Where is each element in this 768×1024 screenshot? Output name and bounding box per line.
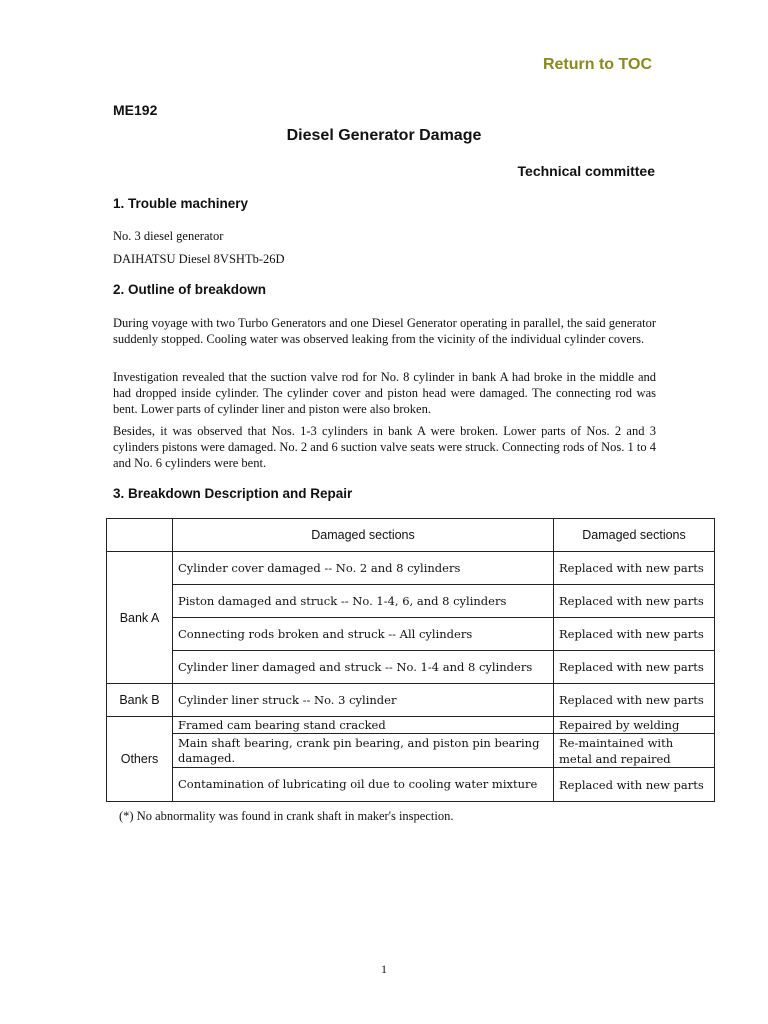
section-3-heading: 3. Breakdown Description and Repair xyxy=(113,486,353,501)
table-header-actions: Damaged sections xyxy=(554,519,715,552)
repair-action-cell: Replaced with new parts xyxy=(554,768,715,802)
damaged-section-cell: Main shaft bearing, crank pin bearing, and piston pin bearing damaged. xyxy=(173,734,554,768)
return-to-toc-link[interactable]: Return to TOC xyxy=(542,56,652,73)
repair-action-cell: Re-maintained with metal and repaired xyxy=(554,734,715,768)
committee-label: Technical committee xyxy=(517,163,655,179)
group-others: Others xyxy=(107,717,173,802)
section-2-heading: 2. Outline of breakdown xyxy=(113,282,267,297)
damaged-section-cell: Cylinder cover damaged -- No. 2 and 8 cylinders xyxy=(173,552,554,585)
table-row xyxy=(107,684,715,717)
repair-action-cell: Repaired by welding xyxy=(554,717,715,734)
page-title: Diesel Generator Damage xyxy=(286,127,482,144)
footnote: (*) No abnormality was found in crank shaft in maker's inspection. xyxy=(119,809,454,823)
damaged-section-cell: Contamination of lubricating oil due to cooling water mixture xyxy=(173,768,554,802)
section-1-heading: 1. Trouble machinery xyxy=(113,196,249,211)
outline-paragraph-1: During voyage with two Turbo Generators and one Diesel Generator operating in parallel, the said generator suddenly stopped. Cooling water was observed leaking from the vicinity of the individual cylinder covers. xyxy=(113,316,656,346)
damaged-section-cell: Framed cam bearing stand cracked xyxy=(173,717,554,734)
repair-action-cell: Replaced with new parts xyxy=(554,585,715,618)
document-id: ME192 xyxy=(113,102,158,118)
outline-paragraph-2: Investigation revealed that the suction valve rod for No. 8 cylinder in bank A had broke in the middle and had dropped inside cylinder. The cylinder cover and piston head were damaged. The connecting rod was bent. Lower parts of cylinder liner and piston were also broken. xyxy=(113,370,656,416)
repair-action-cell: Replaced with new parts xyxy=(554,618,715,651)
repair-action-cell: Replaced with new parts xyxy=(554,651,715,684)
table-row xyxy=(107,618,715,651)
breakdown-table xyxy=(106,518,715,802)
repair-action-cell: Replaced with new parts xyxy=(554,684,715,717)
group-bank-b: Bank B xyxy=(107,684,173,717)
outline-paragraph-3: Besides, it was observed that Nos. 1-3 cylinders in bank A were broken. Lower parts of Nos. 2 and 3 cylinders pistons were damaged. No. 2 and 6 suction valve seats were struck. Connecting rods of Nos. 1 to 4 and No. 6 cylinders were bent. xyxy=(113,424,656,470)
repair-action-cell: Replaced with new parts xyxy=(554,552,715,585)
table-row xyxy=(107,585,715,618)
table-header-sections: Damaged sections xyxy=(173,519,554,552)
damaged-section-cell: Cylinder liner struck -- No. 3 cylinder xyxy=(173,684,554,717)
table-row xyxy=(107,734,715,768)
table-header-group xyxy=(107,519,173,552)
table-row xyxy=(107,552,715,585)
page-number: 1 xyxy=(381,962,387,976)
machinery-line-1: No. 3 diesel generator xyxy=(113,229,224,243)
group-bank-a: Bank A xyxy=(107,552,173,684)
damaged-section-cell: Cylinder liner damaged and struck -- No. 1-4 and 8 cylinders xyxy=(173,651,554,684)
table-row xyxy=(107,768,715,802)
damaged-section-cell: Connecting rods broken and struck -- All cylinders xyxy=(173,618,554,651)
table-header-row xyxy=(107,519,715,552)
table-row xyxy=(107,717,715,734)
table-row xyxy=(107,651,715,684)
damaged-section-cell: Piston damaged and struck -- No. 1-4, 6, and 8 cylinders xyxy=(173,585,554,618)
machinery-line-2: DAIHATSU Diesel 8VSHTb-26D xyxy=(113,252,285,266)
